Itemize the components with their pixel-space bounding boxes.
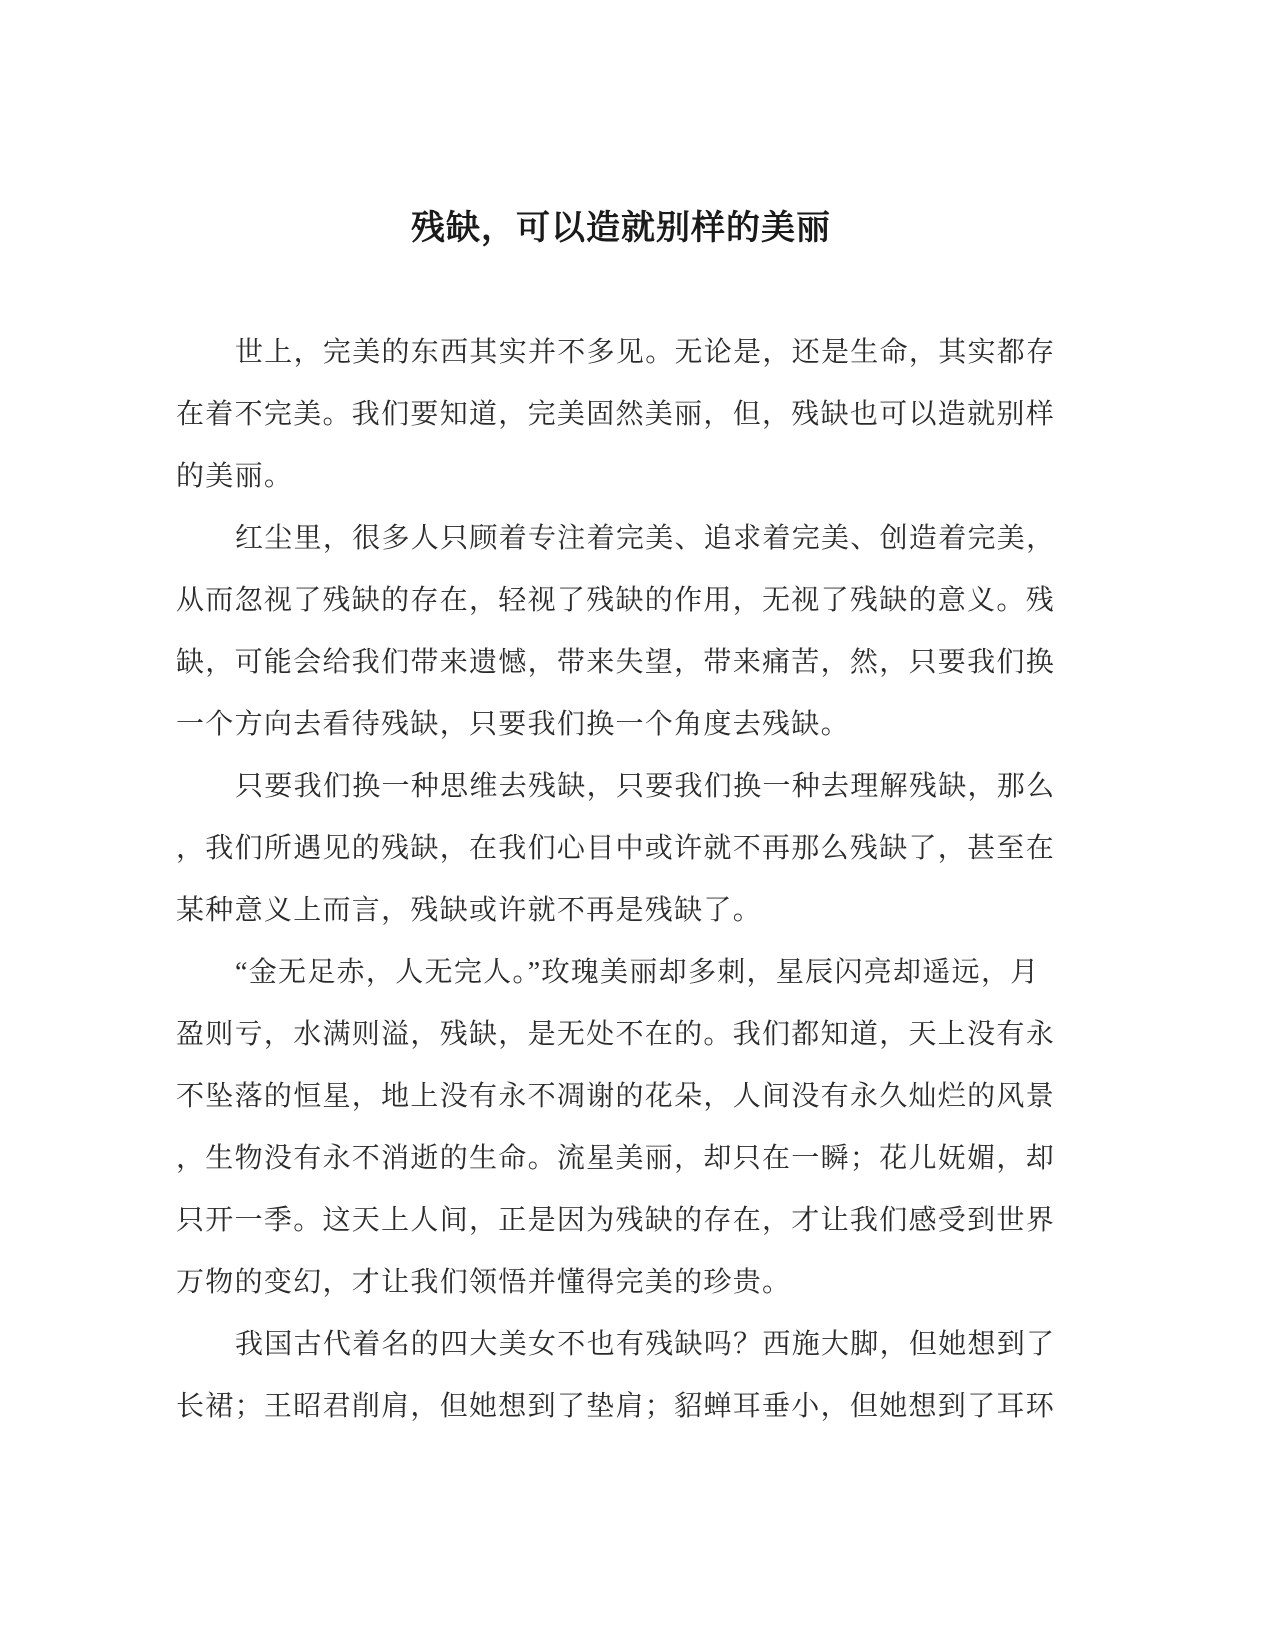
document-body	[176, 322, 1176, 1438]
text-line: 只开一季。这天上人间，正是因为残缺的存在，才让我们感受到世界	[176, 1205, 1056, 1236]
paragraph	[176, 322, 1176, 508]
text-line: 我国古代着名的四大美女不也有残缺吗？西施大脚，但她想到了	[235, 1329, 1056, 1360]
text-line: 缺，可能会给我们带来遗憾，带来失望，带来痛苦，然，只要我们换	[176, 647, 1056, 678]
text-line: 长裙；王昭君削肩，但她想到了垫肩；貂蝉耳垂小，但她想到了耳环	[176, 1391, 1056, 1422]
text-line: “金无足赤，人无完人。”玫瑰美丽却多刺，星辰闪亮却遥远，月	[235, 957, 1040, 988]
paragraph	[176, 1314, 1176, 1438]
text-line: 的美丽。	[176, 461, 294, 492]
text-line: 一个方向去看待残缺，只要我们换一个角度去残缺。	[176, 709, 850, 740]
text-line: 只要我们换一种思维去残缺，只要我们换一种去理解残缺，那么	[235, 771, 1056, 802]
paragraph	[176, 756, 1176, 942]
text-line: 某种意义上而言，残缺或许就不再是残缺了。	[176, 895, 763, 926]
text-line: 在着不完美。我们要知道，完美固然美丽，但，残缺也可以造就别样	[176, 399, 1056, 430]
text-line: 从而忽视了残缺的存在，轻视了残缺的作用，无视了残缺的意义。残	[176, 585, 1056, 616]
paragraph	[176, 942, 1176, 1314]
text-line: 世上，完美的东西其实并不多见。无论是，还是生命，其实都存	[235, 337, 1056, 368]
paragraph	[176, 508, 1176, 756]
text-line: 不坠落的恒星，地上没有永不凋谢的花朵，人间没有永久灿烂的风景	[176, 1081, 1056, 1112]
text-line: ，我们所遇见的残缺，在我们心目中或许就不再那么残缺了，甚至在	[176, 833, 1056, 864]
text-line: 红尘里，很多人只顾着专注着完美、追求着完美、创造着完美，	[235, 523, 1056, 554]
text-line: 万物的变幻，才让我们领悟并懂得完美的珍贵。	[176, 1267, 792, 1298]
text-line: 盈则亏，水满则溢，残缺，是无处不在的。我们都知道，天上没有永	[176, 1019, 1056, 1050]
text-line: ，生物没有永不消逝的生命。流星美丽，却只在一瞬；花儿妩媚，却	[176, 1143, 1056, 1174]
document-title: 残缺，可以造就别样的美丽	[411, 209, 831, 247]
